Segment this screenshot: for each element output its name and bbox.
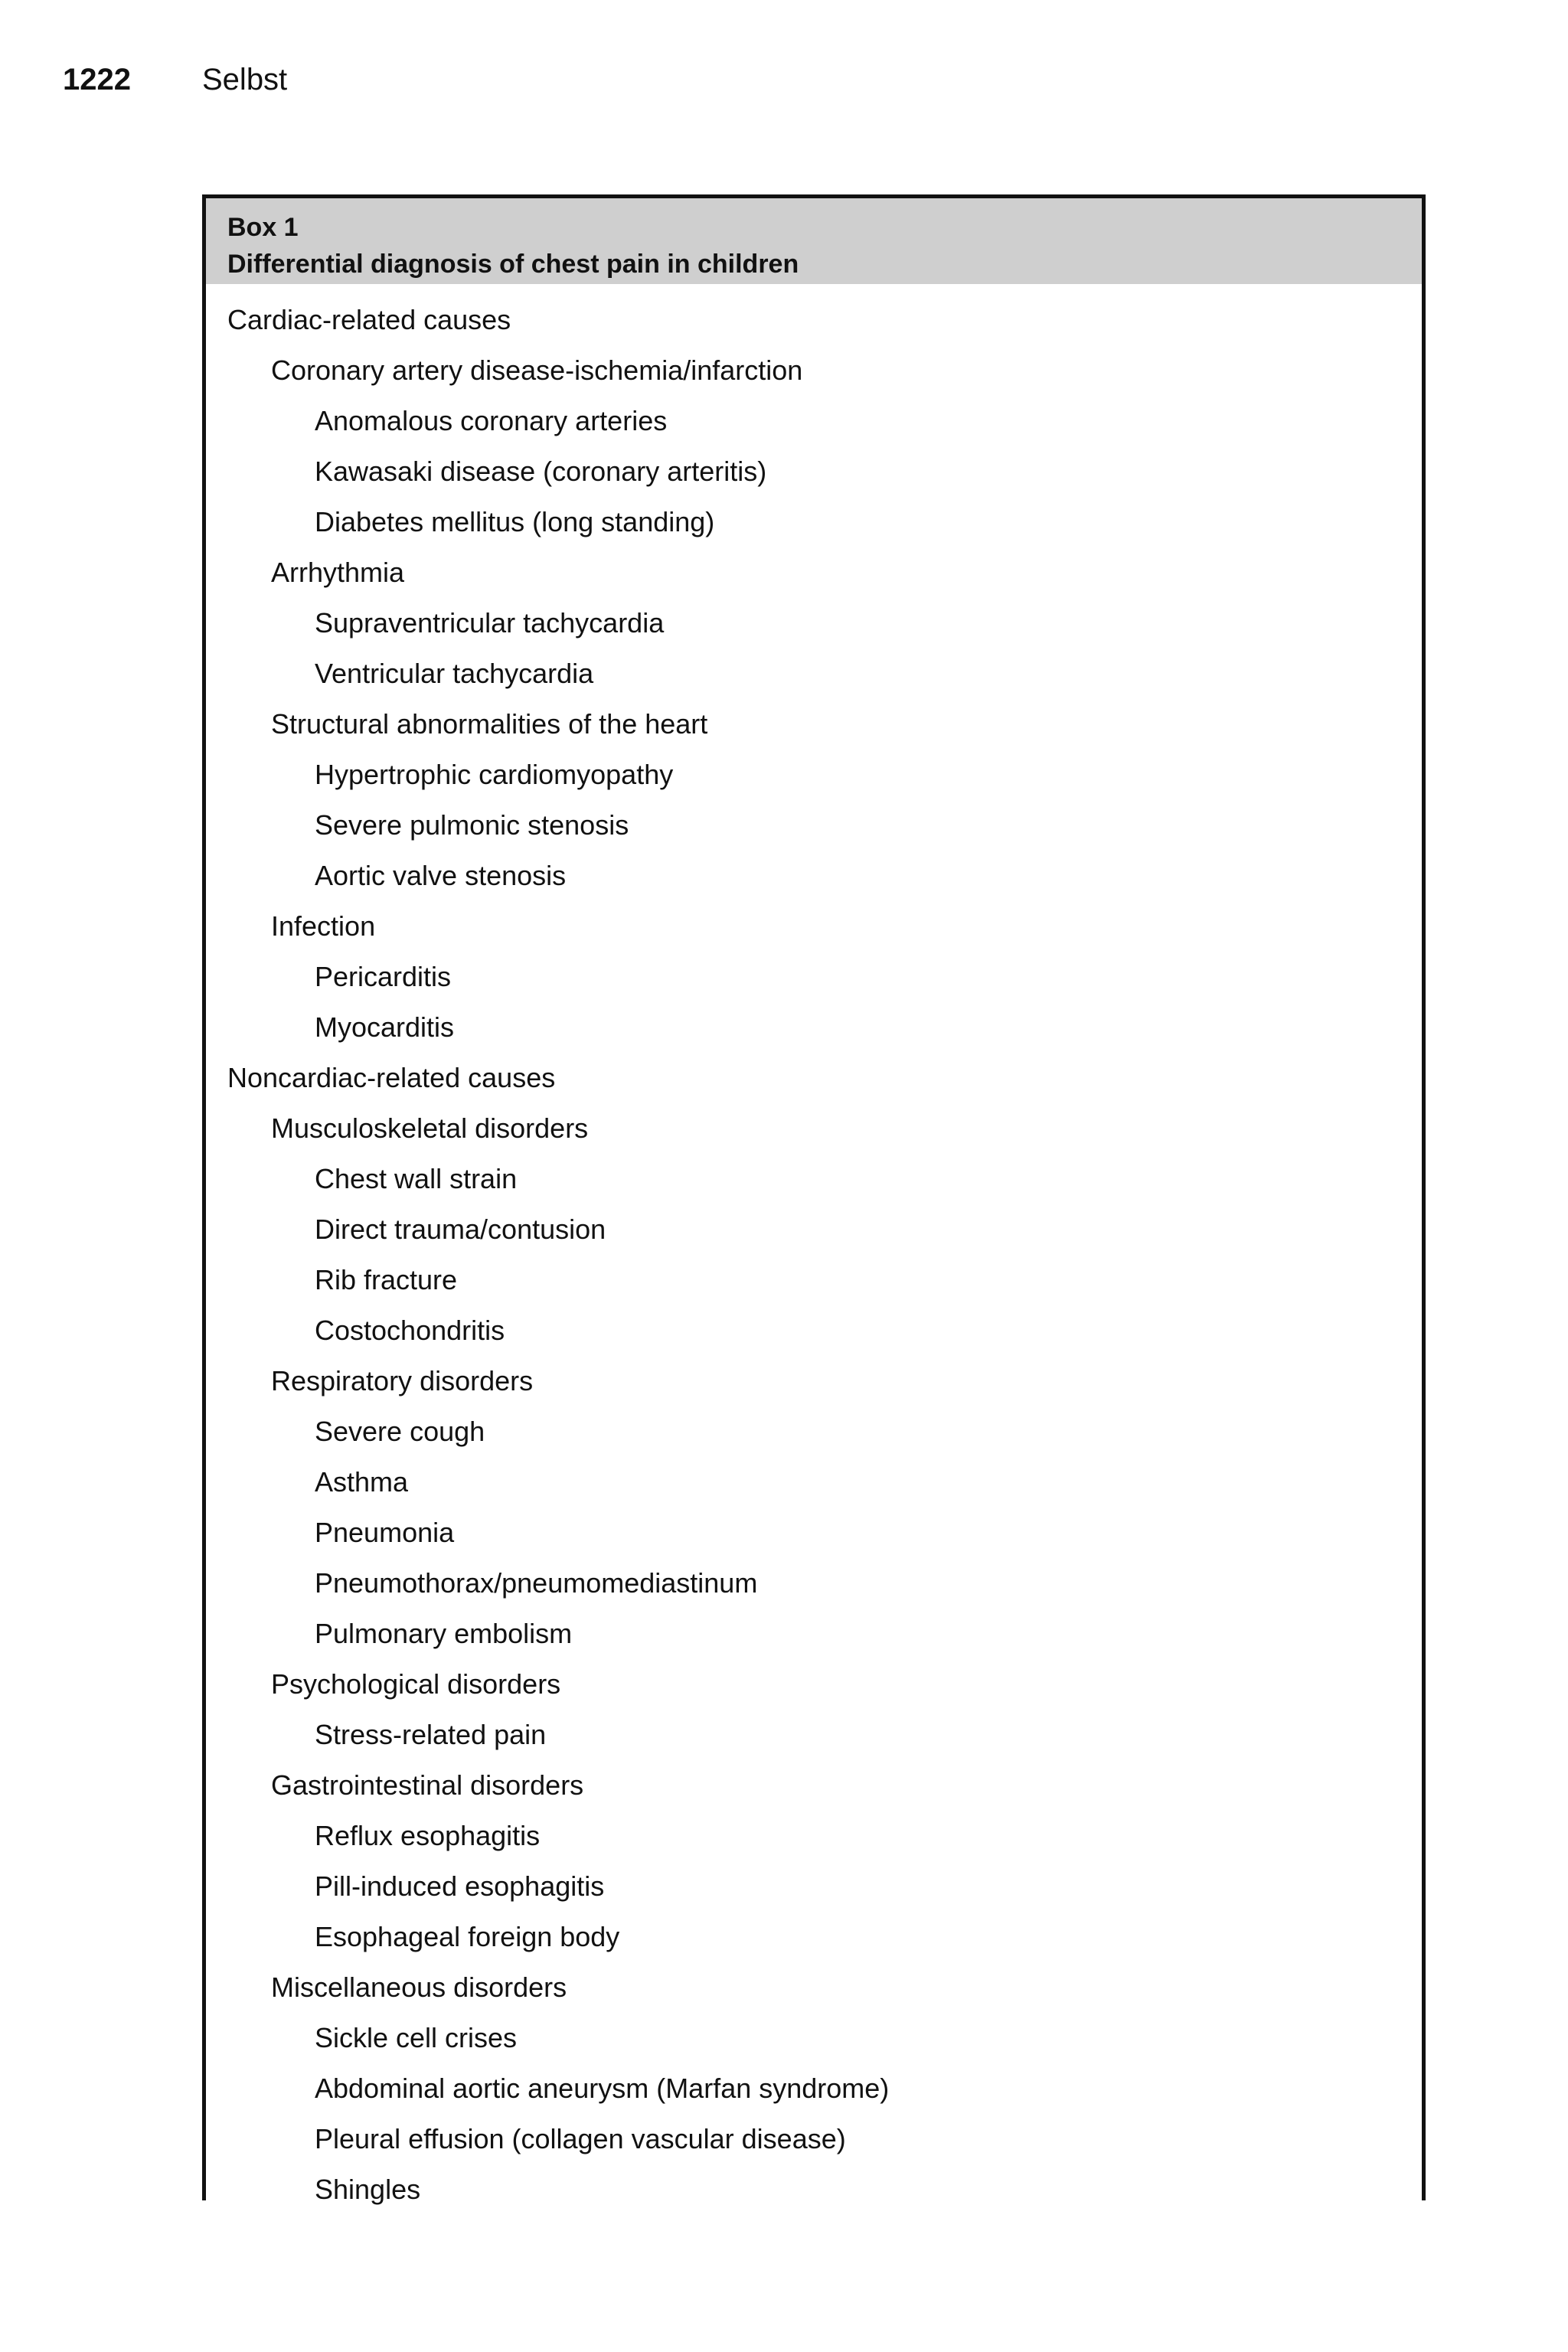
diagnosis-item: Direct trauma/contusion — [315, 1214, 606, 1245]
box-header — [206, 198, 1422, 284]
diagnosis-item: Reflux esophagitis — [315, 1820, 541, 1851]
box-title: Differential diagnosis of chest pain in children — [227, 250, 799, 279]
diagnosis-item: Costochondritis — [315, 1315, 505, 1346]
box-1 — [202, 194, 1426, 2205]
diagnosis-item: Pulmonary embolism — [315, 1618, 573, 1649]
diagnosis-item: Pneumonia — [315, 1517, 455, 1548]
subcategory-item: Infection — [271, 910, 376, 942]
page-number: 1222 — [63, 63, 131, 96]
diagnosis-item: Asthma — [315, 1466, 409, 1498]
category-item: Cardiac-related causes — [227, 304, 511, 335]
diagnosis-item: Pericarditis — [315, 961, 452, 992]
diagnosis-item: Pill-induced esophagitis — [315, 1870, 605, 1902]
diagnosis-item: Hypertrophic cardiomyopathy — [315, 759, 674, 790]
running-head — [63, 63, 287, 106]
subcategory-item: Gastrointestinal disorders — [271, 1769, 584, 1801]
diagnosis-item: Shingles — [315, 2174, 421, 2205]
subcategory-item: Arrhythmia — [271, 557, 405, 588]
diagnosis-item: Abdominal aortic aneurysm (Marfan syndrome) — [315, 2073, 890, 2104]
diagnosis-item: Esophageal foreign body — [315, 1921, 620, 1952]
diagnosis-item: Kawasaki disease (coronary arteritis) — [315, 456, 767, 487]
subcategory-item: Structural abnormalities of the heart — [271, 708, 708, 740]
category-item: Noncardiac-related causes — [227, 1062, 556, 1093]
diagnosis-item: Supraventricular tachycardia — [315, 607, 665, 639]
diagnosis-item: Myocarditis — [315, 1011, 455, 1043]
subcategory-item: Coronary artery disease-ischemia/infarction — [271, 354, 803, 386]
diagnosis-item: Sickle cell crises — [315, 2022, 518, 2053]
diagnosis-item: Ventricular tachycardia — [315, 658, 594, 689]
subcategory-item: Psychological disorders — [271, 1668, 561, 1700]
diagnosis-item: Severe cough — [315, 1416, 485, 1447]
diagnosis-list — [206, 284, 1422, 2215]
diagnosis-item: Diabetes mellitus (long standing) — [315, 506, 715, 537]
diagnosis-item: Rib fracture — [315, 1264, 458, 1295]
diagnosis-item: Pleural effusion (collagen vascular disease) — [315, 2123, 846, 2154]
subcategory-item: Miscellaneous disorders — [271, 1971, 567, 2003]
box-label: Box 1 — [227, 213, 299, 242]
diagnosis-item: Pneumothorax/pneumomediastinum — [315, 1567, 758, 1599]
diagnosis-item: Stress-related pain — [315, 1719, 547, 1750]
diagnosis-item: Chest wall strain — [315, 1163, 518, 1194]
subcategory-item: Respiratory disorders — [271, 1365, 534, 1396]
diagnosis-item: Anomalous coronary arteries — [315, 405, 668, 436]
diagnosis-item: Aortic valve stenosis — [315, 860, 567, 891]
diagnosis-item: Severe pulmonic stenosis — [315, 809, 629, 841]
subcategory-item: Musculoskeletal disorders — [271, 1112, 589, 1144]
running-head-author: Selbst — [202, 63, 288, 96]
